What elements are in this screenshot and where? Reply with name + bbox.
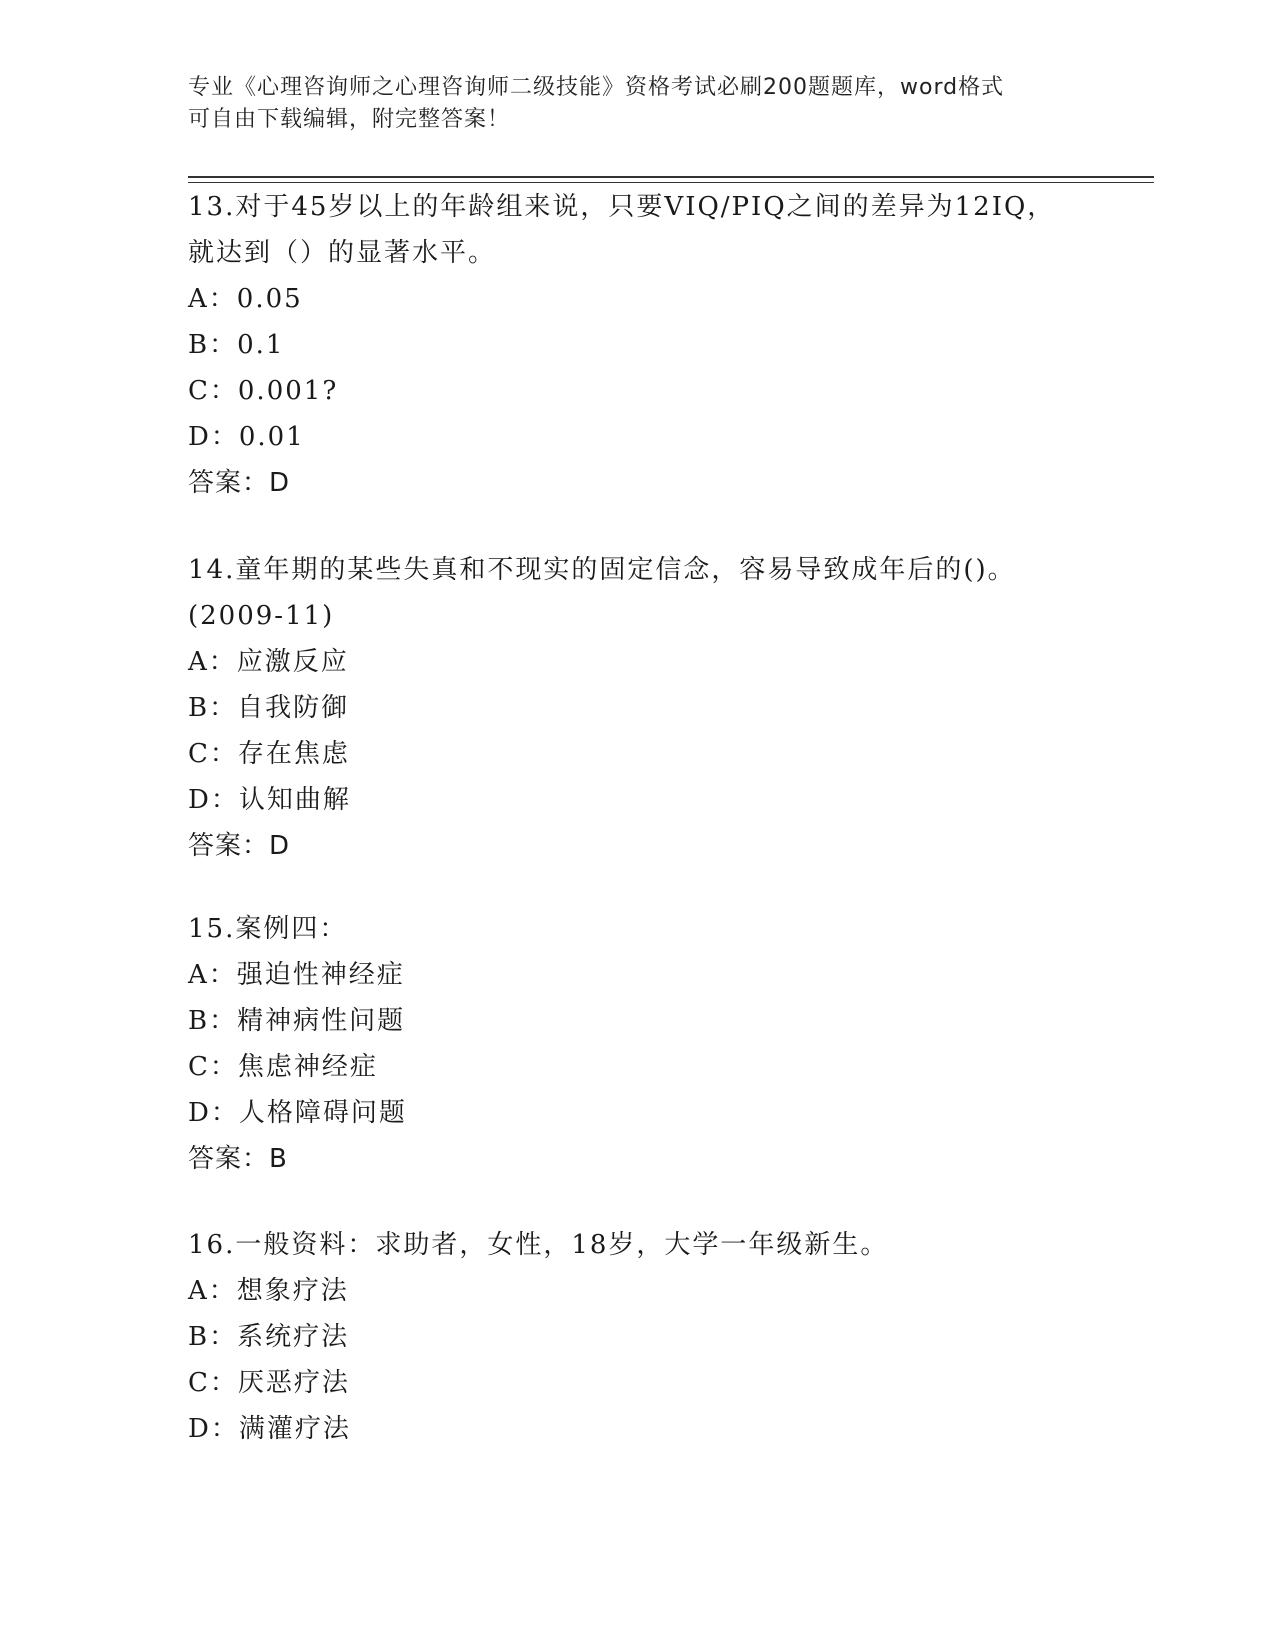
- option-d: D：人格障碍问题: [188, 1098, 407, 1128]
- option-c: C：厌恶疗法: [188, 1368, 350, 1398]
- header-line-1: 专业《心理咨询师之心理咨询师二级技能》资格考试必刷200题题库，word格式: [188, 75, 1005, 100]
- option-b: B：系统疗法: [188, 1322, 350, 1352]
- option-b: B：0.1: [188, 330, 285, 360]
- question-stem-line: 16.一般资料：求助者，女性，18岁，大学一年级新生。: [188, 1230, 889, 1260]
- option-d: D：满灌疗法: [188, 1414, 351, 1444]
- question-16: [188, 1222, 1088, 1452]
- header-divider-thin: [188, 182, 1154, 183]
- option-a: A：想象疗法: [188, 1276, 349, 1306]
- option-a: A：应激反应: [188, 647, 349, 677]
- document-header: [188, 72, 1088, 136]
- header-divider-thick: [188, 176, 1154, 178]
- question-stem-line: (2009-11): [188, 601, 335, 631]
- question-stem-line: 就达到（）的显著水平。: [188, 238, 497, 268]
- answer-line: 答案：D: [188, 831, 291, 861]
- question-stem-line: 15.案例四：: [188, 914, 348, 944]
- option-c: C：焦虑神经症: [188, 1052, 378, 1082]
- answer-line: 答案：B: [188, 1144, 288, 1174]
- option-d: D：认知曲解: [188, 785, 351, 815]
- question-stem-line: 14.童年期的某些失真和不现实的固定信念，容易导致成年后的()。: [188, 555, 1016, 585]
- option-a: A：0.05: [188, 284, 303, 314]
- question-14: [188, 547, 1088, 869]
- question-15: [188, 906, 1088, 1182]
- header-line-2: 可自由下载编辑，附完整答案！: [188, 107, 511, 132]
- option-c: C：0.001?: [188, 376, 339, 406]
- option-b: B：精神病性问题: [188, 1006, 406, 1036]
- option-d: D：0.01: [188, 422, 305, 452]
- option-b: B：自我防御: [188, 693, 350, 723]
- question-stem-line: 13.对于45岁以上的年龄组来说，只要VIQ/PIQ之间的差异为12IQ，: [188, 192, 1056, 222]
- option-c: C：存在焦虑: [188, 739, 350, 769]
- option-a: A：强迫性神经症: [188, 960, 405, 990]
- question-13: [188, 184, 1088, 506]
- answer-line: 答案：D: [188, 468, 291, 498]
